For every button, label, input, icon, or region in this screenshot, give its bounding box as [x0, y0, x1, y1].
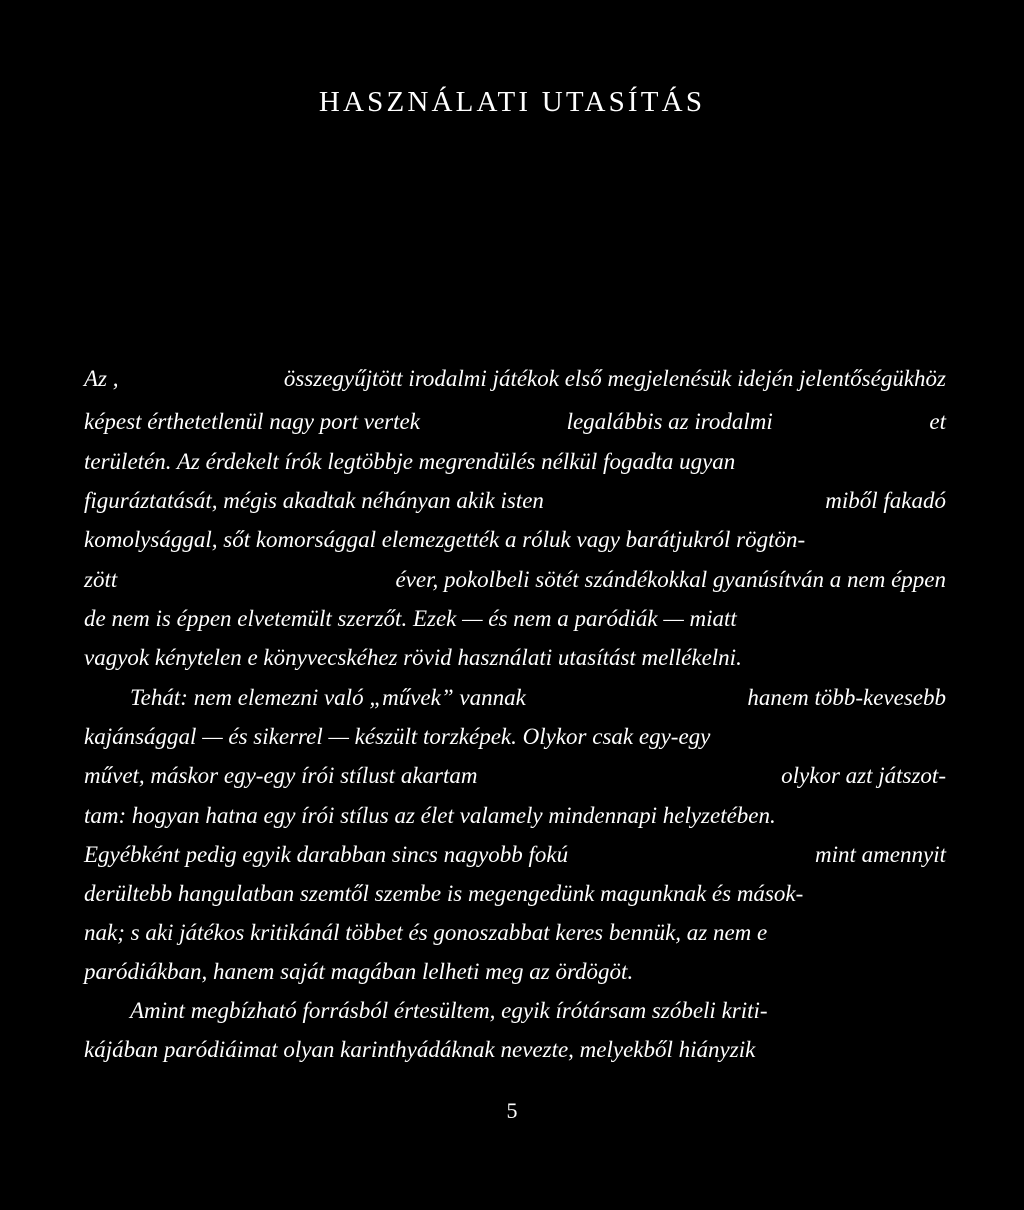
- text-line: [84, 604, 946, 634]
- text-line: [84, 525, 946, 555]
- text-segment: paródiákban, hanem saját magában lelheti meg az ördögöt.: [84, 959, 634, 984]
- text-segment: et: [929, 409, 946, 434]
- text-line: [84, 447, 946, 477]
- text-line: [84, 801, 946, 831]
- text-segment: Amint megbízható forrásból értesültem, egyik írótársam szóbeli kriti-: [130, 998, 768, 1023]
- text-segment: legalábbis az irodalmi: [566, 409, 773, 434]
- text-segment: összegyűjtött irodalmi játékok első megjelenésük idején jelentőségükhöz: [283, 366, 946, 391]
- text-segment: Tehát: nem elemezni való „művek” vannak: [130, 685, 526, 710]
- text-line: [130, 683, 946, 713]
- text-line: [84, 1035, 946, 1065]
- text-line: [84, 957, 946, 987]
- text-segment: miből fakadó: [825, 488, 946, 513]
- text-line: [84, 565, 946, 595]
- text-segment: területén. Az érdekelt írók legtöbbje megrendülés nélkül fogadta ugyan: [84, 449, 736, 474]
- text-line: [84, 407, 946, 437]
- text-line: [84, 643, 946, 673]
- text-segment: derültebb hangulatban szemtől szembe is megengedünk magunknak és mások-: [84, 881, 804, 906]
- text-segment: képest érthetetlenül nagy port vertek: [84, 409, 420, 434]
- text-line: [84, 918, 946, 948]
- text-segment: vagyok kénytelen e könyvecskéhez rövid használati utasítást mellékelni.: [84, 645, 742, 670]
- text-segment: Az ,: [84, 366, 119, 391]
- text-segment: mint amennyit: [815, 842, 946, 867]
- text-line: [84, 722, 946, 752]
- text-segment: komolysággal, sőt komorsággal elemezgették a róluk vagy barátjukról rögtön-: [84, 527, 806, 552]
- text-segment: de nem is éppen elvetemült szerzőt. Ezek — és nem a paródiák — miatt: [84, 606, 737, 631]
- text-segment: hanem több-kevesebb: [747, 685, 946, 710]
- page-title: HASZNÁLATI UTASÍTÁS: [318, 86, 706, 118]
- text-line: [84, 761, 946, 791]
- text-segment: kájában paródiáimat olyan karinthyádáknak nevezte, melyekből hiányzik: [84, 1037, 756, 1062]
- text-segment: éver, pokolbeli sötét szándékokkal gyanúsítván a nem éppen: [395, 567, 946, 592]
- text-segment: nak; s aki játékos kritikánál többet és gonoszabbat keres bennük, az nem e: [84, 920, 768, 945]
- text-segment: figuráztatását, mégis akadtak néhányan akik isten: [84, 488, 544, 513]
- text-line: [84, 364, 946, 394]
- text-line: [84, 879, 946, 909]
- text-segment: Egyébként pedig egyik darabban sincs nagyobb fokú: [84, 842, 569, 867]
- text-segment: kajánsággal — és sikerrel — készült torzképek. Olykor csak egy-egy: [84, 724, 711, 749]
- text-segment: olykor azt játszot-: [781, 763, 946, 788]
- text-line: [130, 996, 946, 1026]
- text-line: [84, 486, 946, 516]
- text-segment: zött: [84, 567, 118, 592]
- page-number: 5: [506, 1098, 518, 1123]
- text-line: [84, 840, 946, 870]
- text-segment: művet, máskor egy-egy írói stílust akartam: [84, 763, 478, 788]
- text-segment: tam: hogyan hatna egy írói stílus az élet valamely mindennapi helyzetében.: [84, 803, 776, 828]
